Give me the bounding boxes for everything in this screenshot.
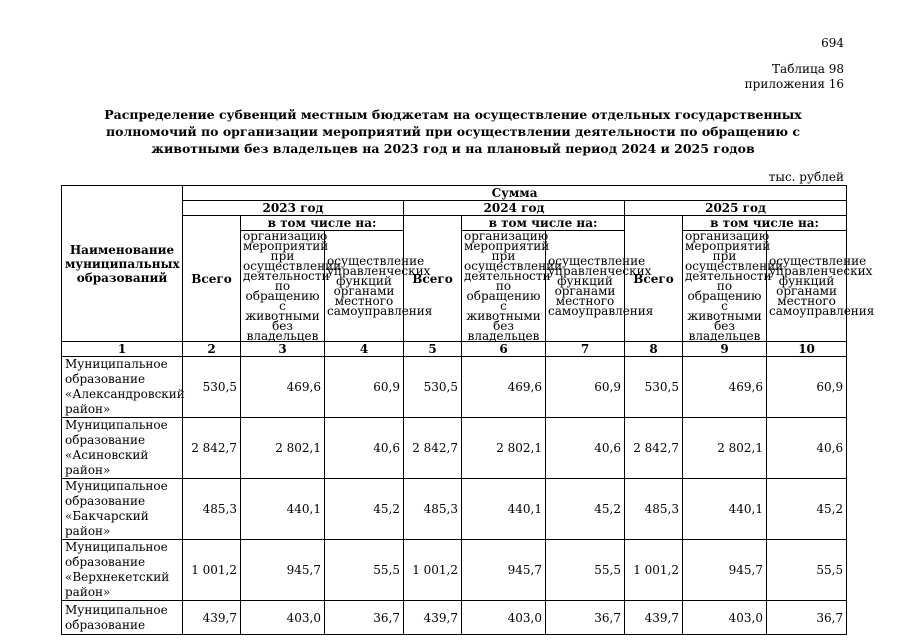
cell-value: 2 842,7 [404, 418, 462, 479]
cell-value: 530,5 [404, 357, 462, 418]
cell-value: 439,7 [625, 601, 683, 635]
cell-value: 40,6 [767, 418, 847, 479]
subsidy-table [61, 185, 875, 635]
header-year: 2024 год [404, 201, 625, 216]
header-sub-mgmt: осуществление управленческих функций органами местного самоуправления [767, 231, 847, 342]
header-year: 2025 год [625, 201, 847, 216]
cell-value: 2 842,7 [625, 418, 683, 479]
cell-value: 440,1 [462, 479, 546, 540]
cell-value: 469,6 [241, 357, 325, 418]
table-row [62, 357, 847, 418]
cell-value: 1 001,2 [625, 540, 683, 601]
table-row [62, 418, 847, 479]
header-year: 2023 год [183, 201, 404, 216]
cell-value: 2 802,1 [241, 418, 325, 479]
header-sum: Сумма [183, 186, 847, 201]
cell-value: 530,5 [183, 357, 241, 418]
column-number: 9 [683, 342, 767, 357]
cell-value: 40,6 [546, 418, 625, 479]
municipality-name: Муниципальное образование «Александровский район» [62, 357, 183, 418]
column-number: 4 [325, 342, 404, 357]
cell-value: 1 001,2 [404, 540, 462, 601]
cell-value: 60,9 [325, 357, 404, 418]
column-number-row [62, 342, 847, 357]
cell-value: 2 802,1 [683, 418, 767, 479]
cell-value: 440,1 [241, 479, 325, 540]
cell-value: 439,7 [183, 601, 241, 635]
cell-value: 440,1 [683, 479, 767, 540]
header-including: в том числе на: [683, 216, 847, 231]
header-row-sum [62, 186, 847, 201]
column-number: 6 [462, 342, 546, 357]
cell-value: 2 842,7 [183, 418, 241, 479]
cell-value: 530,5 [625, 357, 683, 418]
cell-value: 945,7 [683, 540, 767, 601]
column-number: 1 [62, 342, 183, 357]
header-total: Всего [625, 216, 683, 342]
table-label-line: Таблица 98 [772, 62, 844, 76]
header-sub-mgmt: осуществление управленческих функций органами местного самоуправления [546, 231, 625, 342]
municipality-name: Муниципальное образование «Асиновский район» [62, 418, 183, 479]
cell-value: 945,7 [462, 540, 546, 601]
document-title: Распределение субвенций местным бюджетам на осуществление отдельных государственных полномочий по организации мероприятий при осуществлении деятельности по обращению с животными без владельцев на 2023 год и на плановый период 2024 и 2025 годов [104, 107, 802, 156]
cell-value: 45,2 [767, 479, 847, 540]
column-number: 3 [241, 342, 325, 357]
header-total: Всего [404, 216, 462, 342]
cell-value: 55,5 [325, 540, 404, 601]
table-row [62, 479, 847, 540]
cell-value: 36,7 [767, 601, 847, 635]
cell-value: 36,7 [546, 601, 625, 635]
cell-value: 36,7 [325, 601, 404, 635]
cell-value: 403,0 [462, 601, 546, 635]
cell-value: 45,2 [546, 479, 625, 540]
municipality-name: Муниципальное образование «Бакчарский район» [62, 479, 183, 540]
cell-value: 485,3 [404, 479, 462, 540]
table-row [62, 540, 847, 601]
table-label-line: приложения 16 [744, 77, 844, 91]
header-total: Всего [183, 216, 241, 342]
cell-value: 45,2 [325, 479, 404, 540]
cell-value: 403,0 [683, 601, 767, 635]
table-label [700, 62, 844, 92]
cell-value: 403,0 [241, 601, 325, 635]
cell-value: 439,7 [404, 601, 462, 635]
column-number: 10 [767, 342, 847, 357]
cell-value: 2 802,1 [462, 418, 546, 479]
cell-value: 469,6 [462, 357, 546, 418]
header-sub-mgmt: осуществление управленческих функций органами местного самоуправления [325, 231, 404, 342]
page-number: 694 [821, 36, 844, 50]
header-sub-org: организацию мероприятий при осуществлении деятельности по обращению с животными без владельцев [683, 231, 767, 342]
cell-value: 60,9 [546, 357, 625, 418]
cell-value: 485,3 [625, 479, 683, 540]
cell-value: 485,3 [183, 479, 241, 540]
units-label: тыс. рублей [768, 170, 844, 184]
cell-value: 945,7 [241, 540, 325, 601]
header-sub-org: организацию мероприятий при осуществлении деятельности по обращению с животными без владельцев [462, 231, 546, 342]
column-number: 2 [183, 342, 241, 357]
column-number: 7 [546, 342, 625, 357]
column-number: 8 [625, 342, 683, 357]
header-including: в том числе на: [462, 216, 625, 231]
header-including: в том числе на: [241, 216, 404, 231]
cell-value: 1 001,2 [183, 540, 241, 601]
cell-value: 40,6 [325, 418, 404, 479]
header-name-col: Наименование муниципальных образований [62, 186, 183, 342]
header-sub-org: организацию мероприятий при осуществлении деятельности по обращению с животными без владельцев [241, 231, 325, 342]
column-number: 5 [404, 342, 462, 357]
cell-value: 55,5 [546, 540, 625, 601]
cell-value: 469,6 [683, 357, 767, 418]
municipality-name: Муниципальное образование [62, 601, 183, 635]
municipality-name: Муниципальное образование «Верхнекетский район» [62, 540, 183, 601]
cell-value: 55,5 [767, 540, 847, 601]
table-row [62, 601, 847, 635]
cell-value: 60,9 [767, 357, 847, 418]
